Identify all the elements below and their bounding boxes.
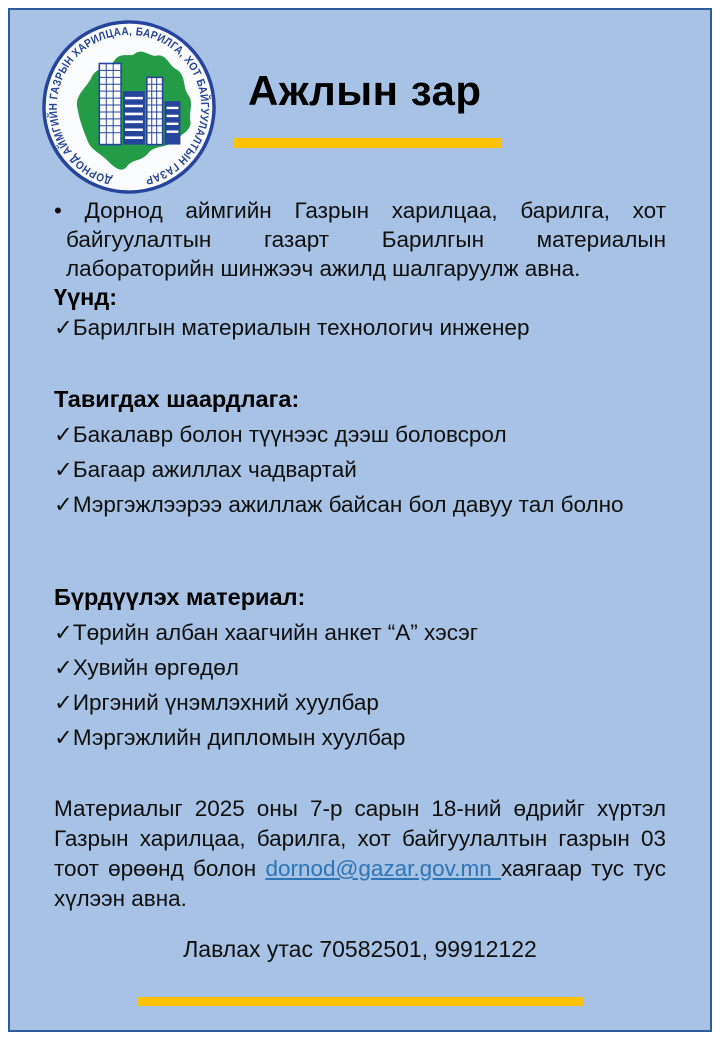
check-item <box>54 723 666 752</box>
closing-text-before: Материалыг 2025 оны 7-р сарын 18-ний өдрийг хүртэл Газрын харилцаа, барилга, хот байгуулалтын газрын 03 тоот өрөөнд болон <box>54 796 666 881</box>
footer-accent-bar <box>137 997 583 1006</box>
contact-phone: Лавлах утас 70582501, 99912122 <box>183 936 537 962</box>
bullet-glyph: • <box>54 198 85 223</box>
closing-text-after: хаягаар тус тус хүлээн авна. <box>54 856 667 911</box>
check-icon: ✓ <box>54 620 73 645</box>
logo-ring-text: ДОРНОД АЙМГИЙН ГАЗРЫН ХАРИЛЦАА, БАРИЛГА, ХОТ БАЙГУУЛАЛТЫН ГАЗАР <box>47 25 211 187</box>
poster-body <box>54 10 666 1030</box>
check-item <box>54 455 638 484</box>
check-item-label: Мэргэжлийн дипломын хуулбар <box>72 725 406 750</box>
email-link[interactable]: dornod@gazar.gov.mn <box>265 856 501 881</box>
check-icon: ✓ <box>54 655 73 680</box>
intro-text: Дорнод аймгийн Газрын харилцаа, барилга, хот байгуулалтын газарт Барилгын материалын лабораторийн шинжээч ажилд шалгаруулж авна. <box>66 198 666 281</box>
materials-list <box>54 618 666 758</box>
check-icon: ✓ <box>54 492 73 517</box>
closing-paragraph <box>54 794 666 914</box>
check-item <box>54 688 666 717</box>
poster-title: Ажлын зар <box>248 67 482 114</box>
check-item-label: Бакалавр болон түүнээс дээш боловсрол <box>72 422 507 447</box>
requirements-list <box>54 420 638 525</box>
intro-paragraph <box>54 196 666 283</box>
check-item-label: Иргэний үнэмлэхний хуулбар <box>72 690 379 715</box>
check-item <box>54 420 638 449</box>
check-item <box>54 490 638 519</box>
check-item-label: Төрийн албан хаагчийн анкет “А” хэсэг <box>72 620 478 645</box>
check-item-label: Мэргэжлээрээ ажиллаж байсан бол давуу тал болно <box>72 492 624 517</box>
check-item <box>54 653 666 682</box>
check-item-label: Хувийн өргөдөл <box>72 655 239 680</box>
check-icon: ✓ <box>54 690 73 715</box>
check-item-label: Барилгын материалын технологич инженер <box>72 315 530 340</box>
check-icon: ✓ <box>54 457 73 482</box>
check-item-label: Багаар ажиллах чадвартай <box>72 457 357 482</box>
section-heading-uund: Үүнд: <box>54 284 118 310</box>
poster-panel <box>8 8 712 1032</box>
check-item <box>54 618 666 647</box>
check-icon: ✓ <box>54 315 73 340</box>
check-icon: ✓ <box>54 422 73 447</box>
check-item <box>54 313 666 342</box>
check-icon: ✓ <box>54 725 73 750</box>
section-heading-requirements: Тавигдах шаардлага: <box>54 386 300 412</box>
section-heading-materials: Бүрдүүлэх материал: <box>54 584 306 610</box>
